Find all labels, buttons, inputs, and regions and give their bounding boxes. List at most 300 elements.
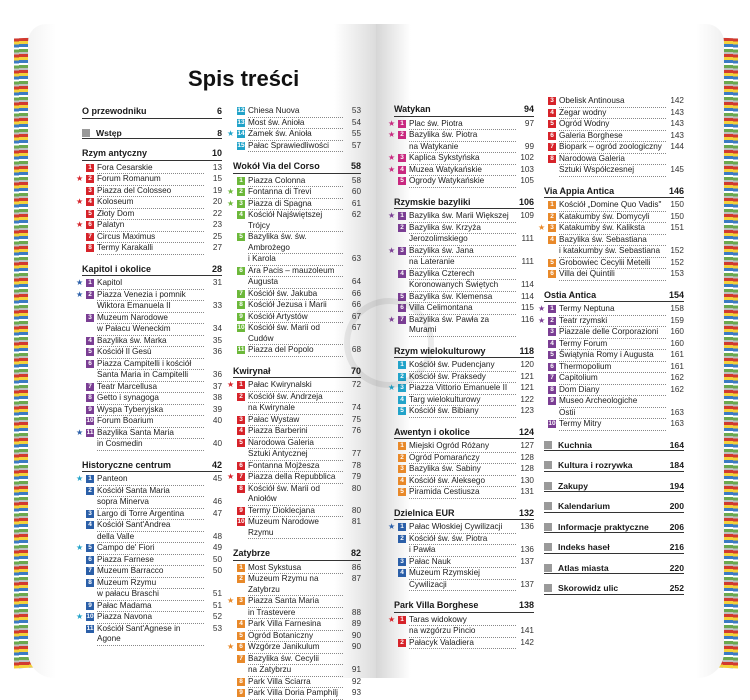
entry-page-number: 128 [520, 464, 534, 473]
entry-page-number: 23 [212, 220, 222, 229]
entry-label: Bazylika św. Jana [409, 246, 516, 258]
entry-number-badge: 1 [398, 523, 406, 531]
entry-page-number: 130 [520, 475, 534, 485]
toc-entry-continuation [544, 165, 684, 177]
toc-entry [233, 517, 361, 539]
entry-label: Piazza del Popolo [248, 345, 343, 357]
toc-entry [394, 176, 534, 188]
entry-number-badge: 6 [237, 462, 245, 470]
section-page-number: 132 [518, 507, 534, 518]
toc-entry [233, 392, 361, 404]
entry-label: i katakumby św. Sebastiana [559, 246, 666, 258]
entry-number-badge: 1 [398, 361, 406, 369]
entry-number-badge: 14 [237, 130, 245, 137]
entry-number-badge: 9 [237, 507, 245, 515]
entry-label: Wiktora Emanuela II [97, 301, 204, 313]
toc-entry [82, 578, 222, 590]
entry-label: Most Sykstusa [248, 563, 343, 575]
toc-entry [394, 441, 534, 453]
chapter-title: Indeks haseł [558, 542, 610, 552]
entry-number-badge: 3 [86, 314, 94, 322]
star-icon: ★ [388, 522, 396, 531]
entry-page-number: 63 [351, 254, 361, 263]
toc-section-heading [544, 186, 684, 199]
entry-page-number: 57 [351, 140, 361, 150]
entry-label: Muzeum Narodowe [97, 313, 204, 325]
entry-number-badge: 1 [86, 279, 94, 287]
toc-chapter-entry [544, 440, 684, 452]
entry-label: Kościół św. Praksedy [409, 372, 516, 384]
entry-page-number: 111 [521, 257, 534, 266]
entry-number-badge: 3 [398, 154, 406, 162]
entry-label: Galeria Borghese [559, 131, 666, 143]
toc-entry [394, 292, 534, 304]
toc-entry [227, 129, 361, 141]
entry-label: Muzeum Rzymskiej [409, 568, 516, 580]
entry-number-badge: 2 [398, 131, 406, 139]
entry-page-number: 153 [670, 269, 684, 278]
entry-page-number: 35 [212, 335, 222, 345]
toc-entry [388, 522, 534, 534]
open-book [14, 8, 738, 697]
chapter-square-icon [544, 482, 552, 490]
section-page-number: 10 [211, 148, 222, 158]
toc-section-heading [82, 148, 222, 161]
entry-label: w pałacu Braschi [97, 589, 204, 601]
toc-entry [227, 187, 361, 199]
toc-entry [233, 461, 361, 473]
entry-page-number: 150 [670, 211, 684, 221]
toc-entry [544, 212, 684, 224]
entry-page-number: 46 [212, 497, 222, 506]
toc-entry-continuation [394, 142, 534, 154]
toc-entry-continuation [394, 257, 534, 269]
entry-number-badge: 9 [548, 397, 556, 405]
entry-label: Pałacyk Valadiera [409, 638, 516, 650]
entry-page-number: 48 [212, 531, 222, 541]
entry-label: Piazzale delle Corporazioni [559, 327, 666, 339]
entry-label: Kościół Sant'Agnese in Agone [97, 624, 204, 646]
section-page-number: 6 [216, 106, 222, 116]
toc-entry [227, 596, 361, 608]
entry-label: Villa dei Quintili [559, 269, 666, 281]
section-page-number: 154 [668, 289, 684, 300]
entry-number-badge: 8 [86, 579, 94, 587]
entry-page-number: 36 [212, 370, 222, 379]
toc-entry [76, 197, 222, 209]
toc-entry [233, 289, 361, 301]
entry-number-badge: 4 [548, 109, 556, 117]
entry-number-badge: 8 [237, 301, 245, 309]
entry-label: Bazylika św. Piotra [409, 130, 516, 142]
entry-number-badge: 4 [398, 569, 406, 577]
entry-number-badge: 8 [548, 386, 556, 394]
entry-page-number: 68 [351, 345, 361, 354]
entry-label: Zegar wodny [559, 108, 666, 120]
entry-page-number: 40 [212, 439, 222, 448]
entry-page-number: 53 [212, 623, 222, 633]
entry-number-badge: 7 [237, 655, 245, 663]
entry-page-number: 114 [520, 280, 534, 289]
toc-entry [227, 380, 361, 392]
entry-page-number: 72 [351, 380, 361, 389]
entry-number-badge: 7 [548, 374, 556, 382]
entry-label: Dom Diany [559, 385, 666, 397]
entry-page-number: 105 [520, 176, 534, 185]
entry-label: Fontanna di Trevi [248, 187, 343, 199]
entry-label: Koronowanych Świętych [409, 280, 516, 292]
toc-entry [544, 108, 684, 120]
entry-number-badge: 3 [237, 597, 245, 605]
entry-label: Muzea Watykańskie [409, 165, 516, 177]
entry-page-number: 74 [351, 403, 361, 412]
entry-number-badge: 10 [548, 420, 556, 427]
entry-label: Villa Celimontana [409, 303, 516, 315]
entry-number-badge: 3 [398, 384, 406, 392]
section-title: Ostia Antica [544, 289, 597, 300]
entry-label: Ostii [559, 408, 666, 420]
toc-entry-continuation [233, 608, 361, 620]
entry-label: Kościół św. Jakuba [248, 289, 343, 301]
entry-page-number: 162 [670, 384, 684, 394]
entry-label: Muzeum Barracco [97, 566, 204, 578]
entry-number-badge: 5 [398, 407, 406, 415]
entry-number-badge: 1 [398, 616, 406, 624]
entry-number-badge: 3 [398, 465, 406, 473]
entry-number-badge: 5 [86, 544, 94, 552]
toc-column-1 [76, 106, 222, 646]
entry-number-badge: 11 [237, 346, 245, 353]
toc-entry [82, 209, 222, 221]
entry-page-number: 103 [520, 164, 534, 174]
entry-label: Bazylika św. Marii Większej [409, 211, 516, 223]
entry-number-badge: 2 [237, 188, 245, 196]
entry-page-number: 89 [351, 619, 361, 628]
entry-label: Taras widokowy [409, 615, 516, 627]
entry-label: Miejski Ogród Różany [409, 441, 516, 453]
chapter-square-icon [544, 441, 552, 449]
entry-label: Piazza Colonna [248, 176, 343, 188]
entry-page-number: 152 [670, 257, 684, 267]
entry-number-badge: 6 [237, 267, 245, 275]
section-page-number: 118 [519, 345, 534, 356]
toc-entry [233, 266, 361, 278]
toc-section-heading [394, 600, 534, 613]
star-icon: ★ [76, 278, 84, 287]
toc-entry [544, 142, 684, 154]
toc-entry [388, 153, 534, 165]
entry-number-badge: 6 [548, 363, 556, 371]
entry-page-number: 128 [520, 452, 534, 462]
toc-entry [227, 472, 361, 484]
toc-entry [538, 304, 684, 316]
toc-entry [394, 269, 534, 281]
toc-entry [82, 243, 222, 255]
entry-number-badge: 2 [398, 535, 406, 543]
toc-entry [233, 323, 361, 345]
entry-number-badge: 4 [86, 521, 94, 529]
entry-page-number: 40 [212, 416, 222, 425]
star-icon: ★ [388, 614, 396, 624]
entry-page-number: 61 [351, 198, 361, 208]
toc-section-heading [394, 197, 534, 210]
toc-entry [76, 612, 222, 624]
toc-chapter-entry [544, 460, 684, 472]
entry-label: Bazylika św. św. Ambrożego [248, 232, 343, 254]
chapter-page-number: 216 [669, 542, 684, 552]
section-page-number: 124 [518, 426, 534, 437]
star-icon: ★ [388, 211, 396, 220]
toc-entry [233, 210, 361, 232]
toc-entry [394, 638, 534, 650]
entry-page-number: 60 [351, 187, 361, 196]
entry-number-badge: 9 [86, 406, 94, 414]
toc-entry [82, 566, 222, 578]
toc-entry [82, 393, 222, 405]
entry-number-badge: 10 [86, 417, 94, 424]
entry-number-badge: 3 [86, 187, 94, 195]
section-page-number: 58 [350, 161, 361, 171]
entry-label: Palatyn [97, 220, 204, 232]
entry-number-badge: 4 [548, 340, 556, 348]
entry-number-badge: 5 [86, 210, 94, 218]
entry-number-badge: 7 [548, 143, 556, 151]
entry-number-badge: 5 [237, 439, 245, 447]
toc-chapter-entry [544, 583, 684, 595]
toc-column-4 [538, 96, 684, 595]
section-title: Rzym antyczny [82, 148, 148, 158]
entry-label: Pałac Wystaw [248, 415, 343, 427]
toc-entry-continuation [82, 370, 222, 382]
toc-entry [82, 336, 222, 348]
chapter-title: Atlas miasta [558, 562, 609, 573]
star-icon: ★ [227, 596, 235, 605]
entry-page-number: 62 [351, 210, 361, 219]
entry-page-number: 127 [520, 441, 534, 450]
entry-label: Bazylika Czterech [409, 269, 516, 281]
entry-label: Koloseum [97, 197, 204, 209]
entry-number-badge: 9 [237, 689, 245, 697]
entry-page-number: 31 [212, 278, 222, 287]
entry-number-badge: 8 [237, 485, 245, 493]
entry-label: Bazylika Santa Maria [97, 428, 204, 440]
star-icon: ★ [388, 118, 396, 128]
entry-page-number: 86 [351, 562, 361, 572]
toc-entry [388, 383, 534, 395]
entry-label: Augusta [248, 277, 343, 289]
toc-entry [388, 614, 534, 627]
entry-label: Obelisk Antinousa [559, 96, 666, 108]
entry-number-badge: 1 [548, 305, 556, 313]
entry-label: Bazylika św. Pawła za Murami [409, 315, 516, 337]
toc-entry [76, 289, 222, 302]
entry-label: Thermopolium [559, 362, 666, 374]
star-icon: ★ [227, 472, 235, 481]
entry-number-badge: 1 [237, 381, 245, 389]
entry-page-number: 34 [212, 324, 222, 333]
entry-label: Kościół „Domine Quo Vadis" [559, 200, 666, 212]
toc-entry [233, 118, 361, 130]
entry-page-number: 54 [351, 117, 361, 127]
toc-entry [544, 339, 684, 351]
entry-page-number: 77 [351, 449, 361, 458]
entry-page-number: 121 [520, 371, 534, 381]
entry-label: Piramida Cestiusza [409, 487, 516, 499]
toc-entry-continuation [82, 532, 222, 544]
entry-label: Katakumby św. Kaliksta [559, 223, 666, 235]
toc-entry [227, 198, 361, 211]
toc-section-heading [82, 264, 222, 277]
star-icon: ★ [388, 245, 396, 255]
section-title: Awentyn i okolice [394, 426, 470, 437]
entry-page-number: 92 [351, 676, 361, 686]
entry-page-number: 51 [212, 600, 222, 610]
entry-page-number: 120 [520, 360, 534, 369]
toc-entry [76, 427, 222, 440]
entry-page-number: 161 [670, 350, 684, 359]
entry-number-badge: 8 [86, 394, 94, 402]
entry-label: Wyspa Tyberyjska [97, 405, 204, 417]
toc-entry-continuation [544, 408, 684, 420]
entry-page-number: 87 [351, 574, 361, 583]
entry-page-number: 81 [351, 517, 361, 526]
toc-entry [394, 476, 534, 488]
entry-label: Kościół św. Marii od Cudów [248, 323, 343, 345]
entry-label: Sztuki Współczesnej [559, 165, 666, 177]
toc-section-heading [394, 427, 534, 440]
section-page-number: 28 [211, 263, 222, 274]
toc-entry [394, 406, 534, 418]
entry-number-badge: 4 [86, 198, 94, 206]
toc-entry [233, 484, 361, 506]
chapter-title: Kuchnia [558, 439, 592, 450]
star-icon: ★ [227, 198, 235, 208]
entry-page-number: 78 [351, 460, 361, 470]
page-title: Spis treści [188, 66, 300, 91]
section-page-number: 82 [350, 548, 361, 558]
section-page-number: 138 [518, 600, 534, 610]
entry-label: Pałac Madama [97, 601, 204, 613]
entry-label: Pałac Sprawiedliwości [248, 141, 343, 153]
entry-number-badge: 2 [86, 291, 94, 299]
entry-number-badge: 4 [398, 166, 406, 174]
entry-label: na wzgórzu Pincio [409, 626, 516, 638]
entry-number-badge: 6 [548, 132, 556, 140]
toc-section-heading [394, 508, 534, 521]
entry-label: na Kwirynale [248, 403, 343, 415]
toc-entry [544, 385, 684, 397]
toc-entry [544, 396, 684, 408]
toc-section-heading [233, 161, 361, 174]
toc-entry [82, 601, 222, 613]
entry-number-badge: 4 [398, 477, 406, 485]
toc-chapter-entry [544, 522, 684, 534]
entry-number-badge: 10 [237, 518, 245, 525]
star-icon: ★ [227, 129, 235, 138]
entry-number-badge: 1 [398, 442, 406, 450]
toc-entry-continuation [82, 589, 222, 601]
entry-label: na Lateranie [409, 257, 516, 269]
section-title: Via Appia Antica [544, 185, 615, 196]
entry-number-badge: 6 [86, 360, 94, 368]
entry-page-number: 80 [351, 483, 361, 493]
star-icon: ★ [388, 130, 396, 139]
entry-page-number: 97 [524, 118, 534, 128]
chapter-page-number: 164 [669, 439, 684, 450]
entry-label: w Pałacu Weneckim [97, 324, 204, 336]
entry-number-badge: 2 [398, 224, 406, 232]
entry-page-number: 152 [670, 246, 684, 255]
entry-label: Piazza Venezia i pomnik [97, 290, 204, 302]
entry-label: Pałac Nauk [409, 557, 516, 569]
entry-number-badge: 7 [237, 290, 245, 298]
entry-label: Capitolium [559, 373, 666, 385]
toc-entry [233, 654, 361, 666]
entry-label: Ogrody Watykańskie [409, 176, 516, 188]
entry-label: Largo di Torre Argentina [97, 509, 204, 521]
entry-label: Most św. Anioła [248, 118, 343, 130]
toc-entry [82, 163, 222, 175]
entry-page-number: 109 [520, 211, 534, 220]
entry-page-number: 49 [212, 543, 222, 552]
toc-chapter-entry [544, 563, 684, 575]
entry-page-number: 51 [212, 589, 222, 598]
entry-label: i Karola [248, 254, 343, 266]
entry-label: Piazza di Spagna [248, 199, 343, 211]
entry-number-badge: 15 [237, 141, 245, 149]
entry-label: Ara Pacis – mauzoleum [248, 266, 343, 278]
chapter-square-icon [82, 129, 90, 137]
toc-entry-continuation [544, 246, 684, 258]
entry-page-number: 76 [351, 426, 361, 435]
toc-entry-continuation [233, 665, 361, 677]
toc-entry-continuation [394, 580, 534, 592]
chapter-square-icon [544, 584, 552, 592]
section-page-number: 146 [668, 185, 684, 196]
toc-chapter-entry [82, 128, 222, 140]
entry-number-badge: 6 [398, 304, 406, 312]
entry-number-badge: 3 [548, 328, 556, 336]
toc-section-heading [233, 548, 361, 561]
section-title: Kwirynał [233, 365, 271, 376]
entry-label: in Cosmedin [97, 439, 204, 451]
entry-number-badge: 11 [86, 428, 94, 436]
chapter-page-number: 184 [669, 460, 684, 470]
entry-page-number: 142 [520, 637, 534, 647]
entry-page-number: 163 [670, 407, 684, 417]
entry-page-number: 102 [520, 153, 534, 162]
toc-entry [233, 438, 361, 450]
entry-label: Park Villa Sciarra [248, 677, 343, 689]
toc-entry [233, 141, 361, 153]
entry-label: Kościół Jezusa i Marii [248, 300, 343, 312]
toc-entry-continuation [233, 277, 361, 289]
toc-entry-continuation [82, 439, 222, 451]
entry-number-badge: 9 [237, 313, 245, 321]
toc-entry [233, 176, 361, 188]
star-icon: ★ [76, 174, 84, 183]
entry-page-number: 90 [351, 642, 361, 651]
entry-number-badge: 3 [237, 200, 245, 208]
entry-page-number: 88 [351, 607, 361, 617]
chapter-title: Skorowidz ulic [558, 583, 619, 593]
entry-page-number: 136 [520, 545, 534, 554]
entry-page-number: 38 [212, 393, 222, 402]
entry-label: Kościół św. Bibiany [409, 406, 516, 418]
entry-page-number: 151 [670, 223, 684, 232]
entry-label: Park Villa Doria Pamphilj [248, 688, 343, 700]
entry-page-number: 50 [212, 554, 222, 564]
